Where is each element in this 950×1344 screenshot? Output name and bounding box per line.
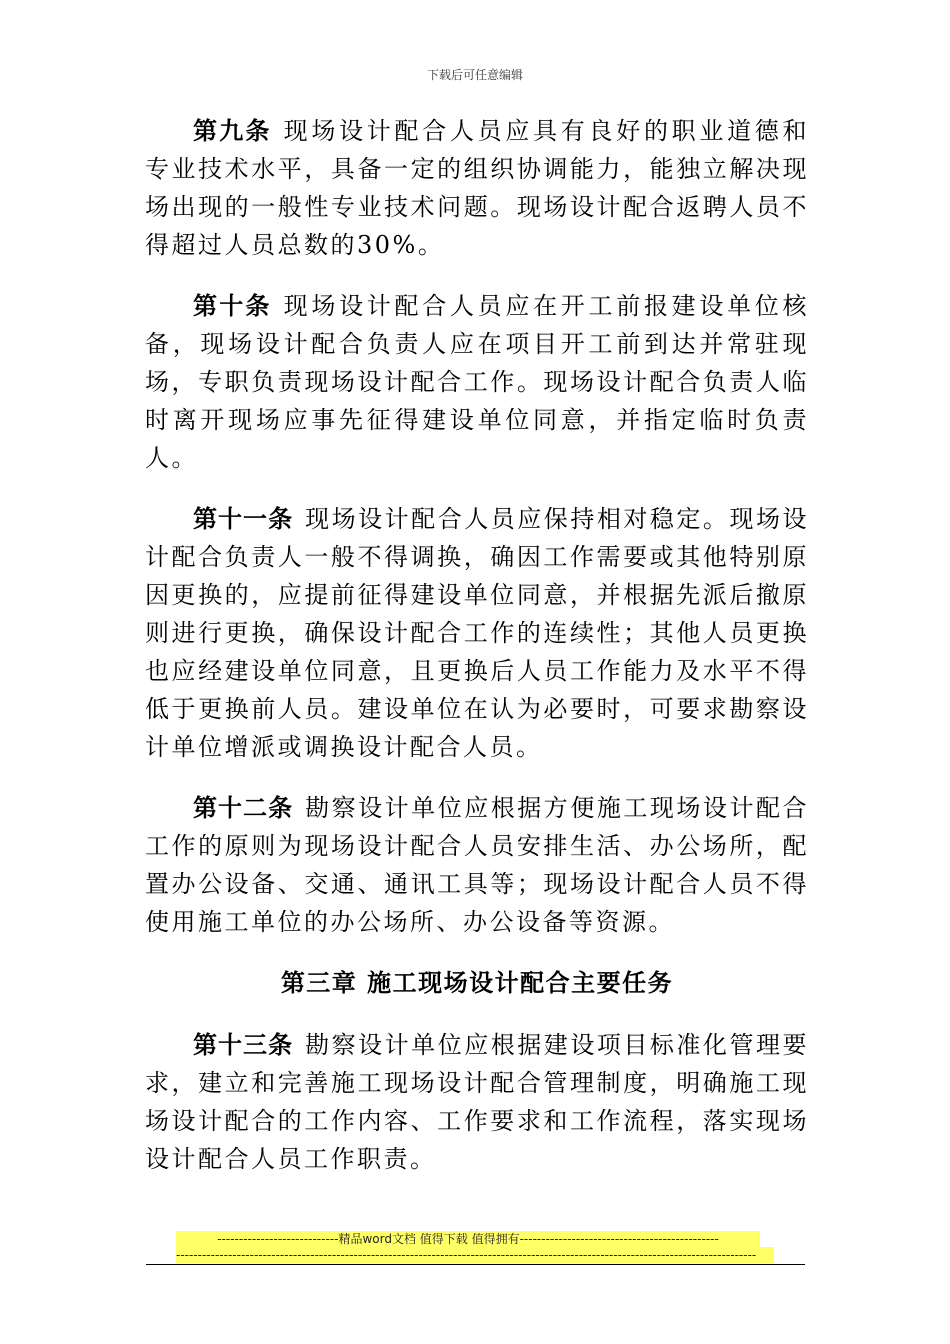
document-body [145, 112, 809, 1201]
article-9-text: 现场设计配合人员应具有良好的职业道德和专业技术水平，具备一定的组织协调能力，能独立解决现场出现的一般性专业技术问题。现场设计配合返聘人员不得超过人员总数的30%。 [145, 117, 810, 259]
article-13-text: 勘察设计单位应根据建设项目标准化管理要求，建立和完善施工现场设计配合管理制度，明确施工现场设计配合的工作内容、工作要求和工作流程，落实现场设计配合人员工作职责。 [145, 1031, 810, 1173]
article-13-number: 第十三条 [193, 1030, 294, 1059]
article-12-paragraph [145, 789, 809, 941]
article-10-paragraph [145, 287, 809, 477]
footer-divider [146, 1264, 805, 1265]
article-10-text: 现场设计配合人员应在开工前报建设单位核备，现场设计配合负责人应在项目开工前到达并常驻现场，专职负责现场设计配合工作。现场设计配合负责人临时离开现场应事先征得建设单位同意，并指定临时负责人。 [145, 292, 810, 472]
article-9-paragraph [145, 112, 809, 264]
article-13-paragraph [145, 1026, 809, 1178]
footer-banner-line-1: ----------------------------精品word文档 值得下载 值得拥有---------------------------------------------- [176, 1231, 760, 1247]
page-header: 下载后可任意编辑 [426, 68, 523, 82]
article-12-text: 勘察设计单位应根据方便施工现场设计配合工作的原则为现场设计配合人员安排生活、办公场所，配置办公设备、交通、通讯工具等；现场设计配合人员不得使用施工单位的办公场所、办公设备等资源。 [145, 794, 810, 936]
article-9-number: 第九条 [193, 116, 272, 145]
article-12-number: 第十二条 [193, 793, 294, 822]
article-11-paragraph [145, 500, 809, 766]
article-11-number: 第十一条 [193, 504, 294, 533]
footer-banner-line-2: -------------------------------------------------------------------------------------------------------------------------------------- [176, 1247, 774, 1263]
article-11-text: 现场设计配合人员应保持相对稳定。现场设计配合负责人一般不得调换，确因工作需要或其他特别原因更换的，应提前征得建设单位同意，并根据先派后撤原则进行更换，确保设计配合工作的连续性；其他人员更换也应经建设单位同意，且更换后人员工作能力及水平不得低于更换前人员。建设单位在认为必要时，可要求勘察设计单位增派或调换设计配合人员。 [145, 505, 810, 761]
chapter-title: 第三章 施工现场设计配合主要任务 [280, 968, 674, 997]
footer-banner [176, 1231, 774, 1263]
article-10-number: 第十条 [193, 291, 272, 320]
